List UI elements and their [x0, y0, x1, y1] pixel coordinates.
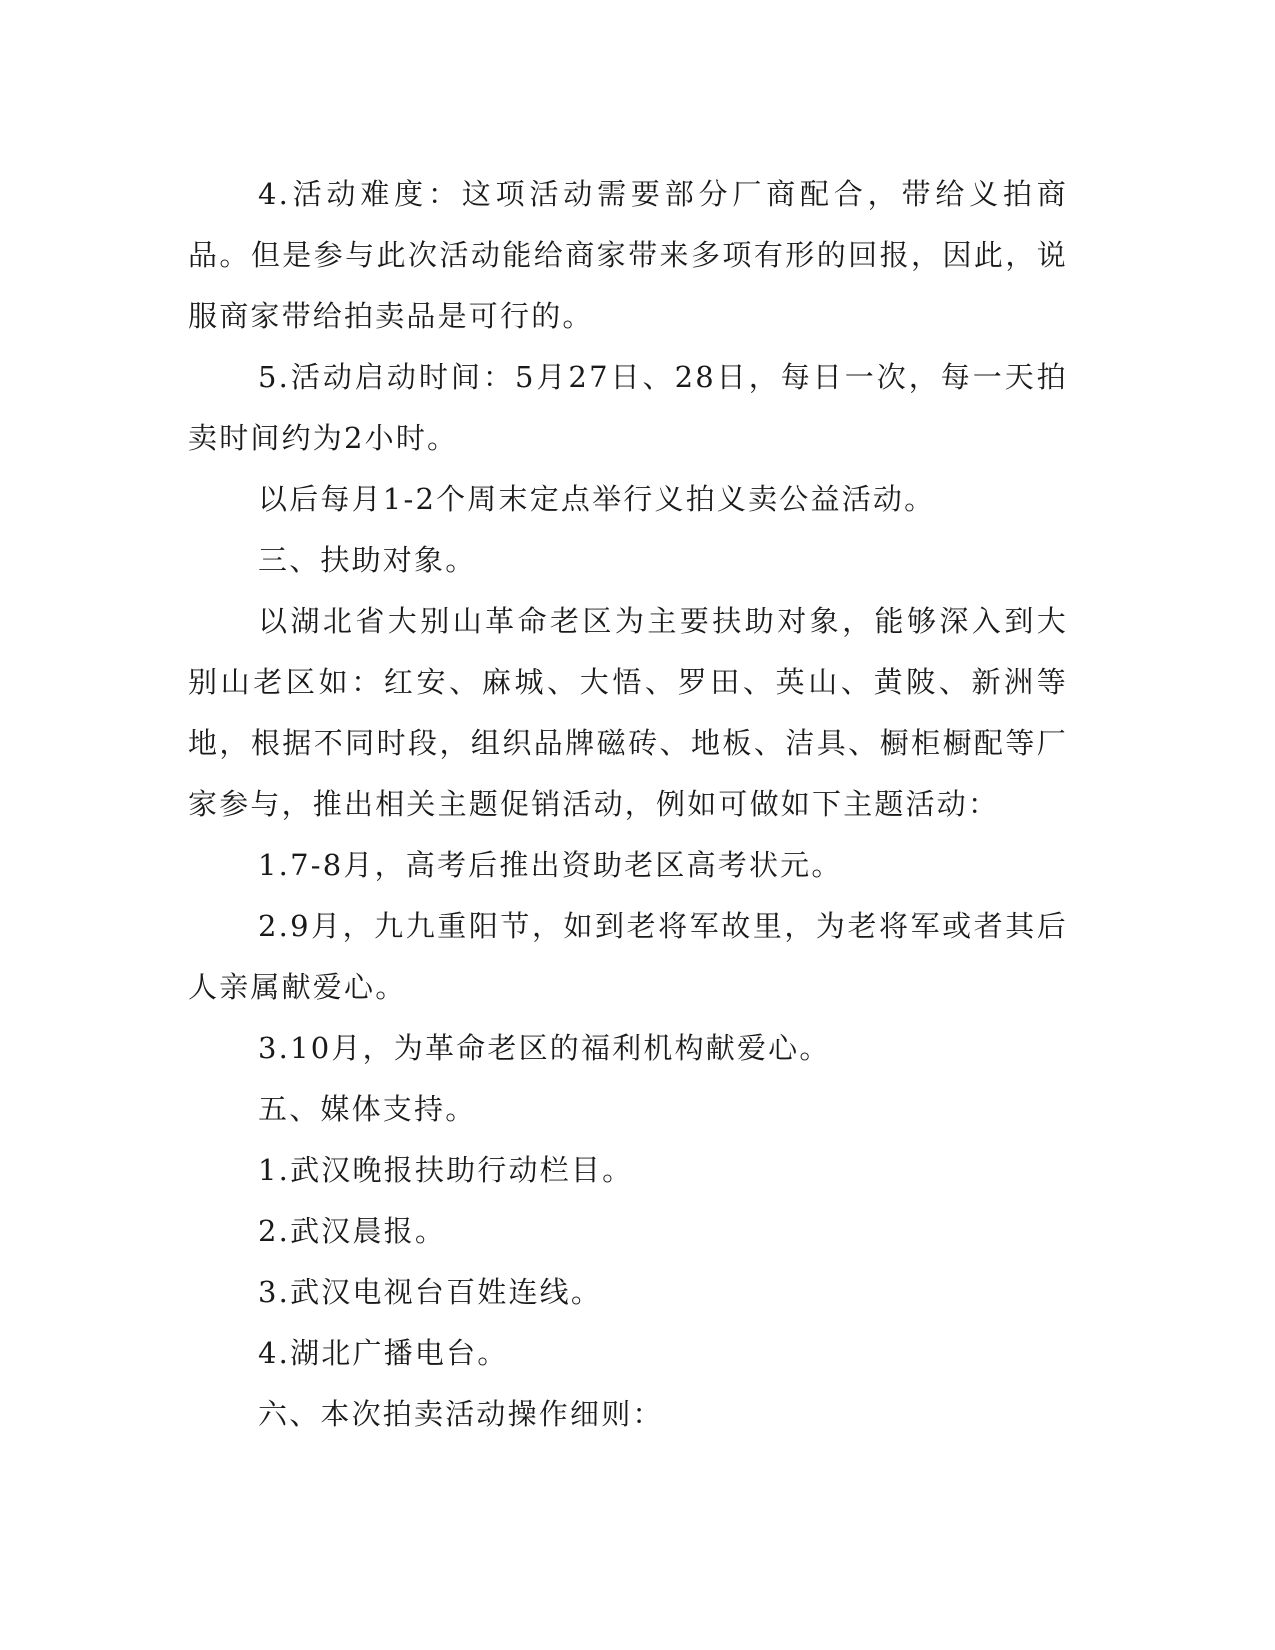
- list-item-media-1: 1.武汉晚报扶助行动栏目。: [258, 1153, 634, 1187]
- list-item-media-3: 3.武汉电视台百姓连线。: [258, 1275, 603, 1309]
- paragraph-start-time: 5.活动启动时间：5月27日、28日，每日一次，每一天拍卖时间约为2小时。: [188, 360, 1068, 455]
- list-item-july-august: 1.7-8月，高考后推出资助老区高考状元。: [258, 848, 843, 882]
- paragraph-activity-difficulty: 4.活动难度：这项活动需要部分厂商配合，带给义拍商品。但是参与此次活动能给商家带来多项有形的回报，因此，说服商家带给拍卖品是可行的。: [188, 177, 1068, 333]
- list-item-media-2: 2.武汉晨报。: [258, 1214, 447, 1248]
- heading-auction-rules: 六、本次拍卖活动操作细则：: [258, 1397, 664, 1431]
- paragraph-monthly-schedule: 以后每月1-2个周末定点举行义拍义卖公益活动。: [258, 482, 936, 516]
- document-body: [188, 164, 1068, 1445]
- heading-media-support: 五、媒体支持。: [258, 1092, 477, 1126]
- list-item-september: 2.9月，九九重阳节，如到老将军故里，为老将军或者其后人亲属献爱心。: [188, 909, 1068, 1004]
- list-item-october: 3.10月，为革命老区的福利机构献爱心。: [258, 1031, 831, 1065]
- heading-support-targets: 三、扶助对象。: [258, 543, 477, 577]
- paragraph-support-targets: 以湖北省大别山革命老区为主要扶助对象，能够深入到大别山老区如：红安、麻城、大悟、罗田、英山、黄陂、新洲等地，根据不同时段，组织品牌磁砖、地板、洁具、橱柜橱配等厂家参与，推出相关主题促销活动，例如可做如下主题活动：: [188, 604, 1068, 821]
- list-item-media-4: 4.湖北广播电台。: [258, 1336, 509, 1370]
